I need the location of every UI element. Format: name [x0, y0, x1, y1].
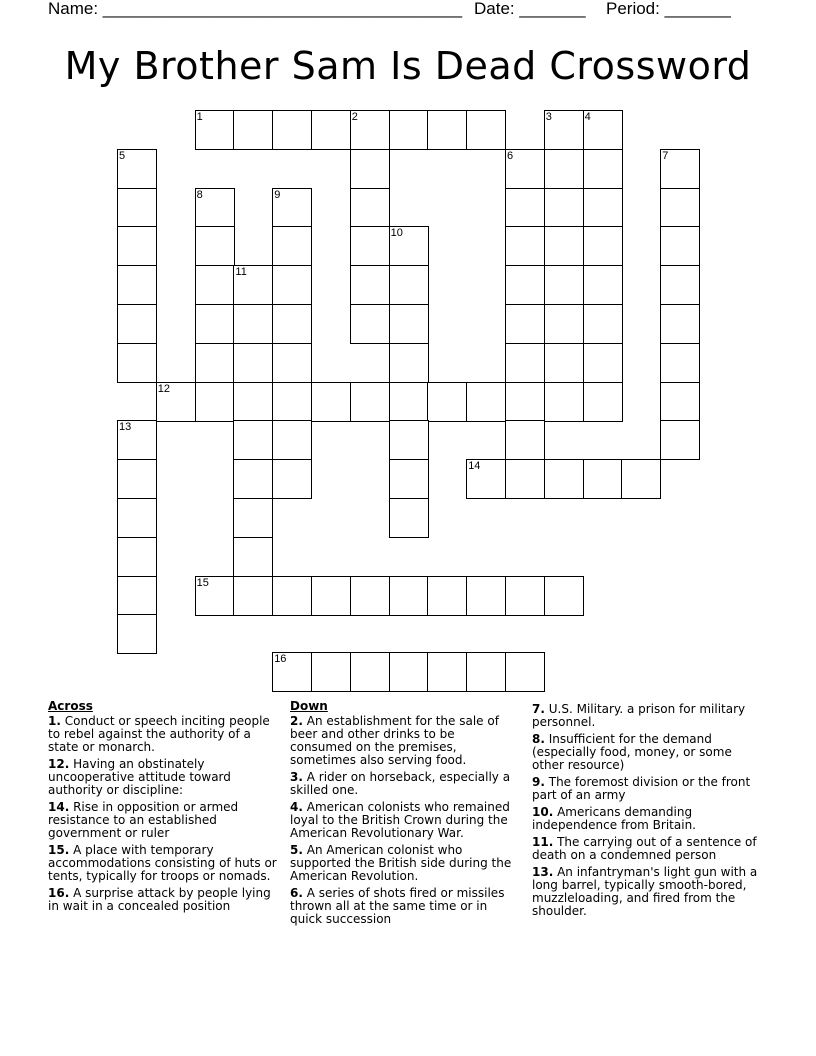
- clue-number: 11: [235, 266, 247, 279]
- clue-text: Having an obstinately uncooperative attitude toward authority or discipline:: [48, 757, 231, 797]
- clue-number: 11.: [532, 835, 554, 849]
- clue-number: 16: [274, 653, 287, 665]
- crossword-cell[interactable]: [117, 537, 157, 577]
- clue-number: 15.: [48, 843, 70, 857]
- clue-number: 5: [119, 149, 126, 162]
- crossword-cell[interactable]: [583, 149, 623, 189]
- crossword-cell[interactable]: [272, 304, 312, 344]
- crossword-cell[interactable]: [544, 149, 584, 189]
- crossword-cell[interactable]: [117, 226, 157, 266]
- clue-number: 12.: [48, 757, 70, 771]
- crossword-cell[interactable]: [233, 498, 273, 538]
- clue-number: 7: [662, 149, 669, 162]
- clue-number: 9.: [532, 775, 545, 789]
- crossword-cell[interactable]: [660, 382, 700, 422]
- crossword-cell[interactable]: [233, 420, 273, 460]
- clue-number: 13: [119, 421, 132, 434]
- crossword-cell[interactable]: [272, 576, 312, 616]
- clue-item: [532, 806, 764, 832]
- clue-item: [48, 715, 280, 754]
- clue-item: [532, 836, 764, 862]
- clue-number: 2.: [290, 714, 303, 728]
- clue-number: 12: [157, 382, 171, 395]
- clue-item: [290, 844, 520, 883]
- crossword-cell[interactable]: [660, 149, 700, 189]
- down-clues: [290, 700, 520, 930]
- crossword-cell[interactable]: [466, 652, 506, 692]
- crossword-cell[interactable]: [233, 304, 273, 344]
- crossword-cell[interactable]: [272, 188, 312, 228]
- crossword-cell[interactable]: [583, 188, 623, 228]
- crossword-cell[interactable]: [195, 576, 235, 616]
- crossword-cell[interactable]: [272, 459, 312, 499]
- clue-text: U.S. Military. a prison for military personnel.: [532, 702, 746, 729]
- clue-text: An American colonist who supported the British side during the American Revolution.: [290, 843, 512, 883]
- clue-item: [532, 866, 764, 918]
- crossword-cell[interactable]: [311, 110, 351, 150]
- crossword-cell[interactable]: [389, 420, 429, 460]
- crossword-cell[interactable]: [660, 343, 700, 383]
- clue-text: A surprise attack by people lying in wait in a concealed position: [48, 886, 271, 913]
- date-field-label[interactable]: Date: _______: [474, 0, 586, 18]
- clue-text: An infantryman's light gun with a long barrel, typically smooth-bored, muzzleloading, and fired from the shoulder.: [532, 865, 758, 918]
- crossword-cell[interactable]: [583, 304, 623, 344]
- crossword-cell[interactable]: [195, 265, 235, 305]
- crossword-cell[interactable]: [233, 537, 273, 577]
- crossword-cell[interactable]: [544, 343, 584, 383]
- crossword-cell[interactable]: [505, 343, 545, 383]
- crossword-cell[interactable]: [389, 652, 429, 692]
- crossword-cell[interactable]: [233, 343, 273, 383]
- clue-number: 6.: [290, 886, 303, 900]
- crossword-cell[interactable]: [233, 265, 273, 305]
- crossword-cell[interactable]: [427, 652, 467, 692]
- clue-item: [532, 703, 764, 729]
- clue-text: Americans demanding independence from Britain.: [532, 805, 696, 832]
- crossword-cell[interactable]: [195, 382, 235, 422]
- clue-number: 10.: [532, 805, 554, 819]
- crossword-cell[interactable]: [427, 382, 467, 422]
- clue-item: [48, 844, 280, 883]
- crossword-cell[interactable]: [272, 420, 312, 460]
- crossword-cell[interactable]: [117, 343, 157, 383]
- clue-number: 5.: [290, 843, 303, 857]
- crossword-cell[interactable]: [427, 110, 467, 150]
- crossword-cell[interactable]: [117, 459, 157, 499]
- crossword-cell[interactable]: [350, 110, 390, 150]
- crossword-cell[interactable]: [195, 343, 235, 383]
- crossword-cell[interactable]: [389, 459, 429, 499]
- clue-item: [532, 733, 764, 772]
- clue-item: [48, 801, 280, 840]
- crossword-cell[interactable]: [350, 149, 390, 189]
- crossword-cell[interactable]: [117, 576, 157, 616]
- crossword-cell[interactable]: [117, 614, 157, 654]
- clue-text: American colonists who remained loyal to the British Crown during the American Revolutionary War.: [290, 800, 510, 840]
- crossword-cell[interactable]: [117, 498, 157, 538]
- clue-text: Conduct or speech inciting people to rebel against the authority of a state or monarch.: [48, 714, 270, 754]
- crossword-cell[interactable]: [660, 304, 700, 344]
- crossword-cell[interactable]: [195, 188, 235, 228]
- crossword-cell[interactable]: [389, 343, 429, 383]
- page-title: My Brother Sam Is Dead Crossword: [64, 44, 752, 88]
- crossword-cell[interactable]: [466, 576, 506, 616]
- across-clues: [48, 700, 280, 917]
- clue-text: A series of shots fired or missiles thrown all at the same time or in quick succession: [290, 886, 505, 926]
- crossword-cell[interactable]: [311, 576, 351, 616]
- crossword-cell[interactable]: [466, 382, 506, 422]
- clue-item: [290, 771, 520, 797]
- clue-item: [48, 758, 280, 797]
- crossword-cell[interactable]: [466, 459, 506, 499]
- crossword-cell[interactable]: [350, 382, 390, 422]
- crossword-cell[interactable]: [117, 265, 157, 305]
- crossword-cell[interactable]: [505, 459, 545, 499]
- clue-number: 14.: [48, 800, 70, 814]
- crossword-cell[interactable]: [505, 265, 545, 305]
- crossword-cell[interactable]: [272, 652, 312, 692]
- down-heading: Down: [290, 699, 328, 713]
- clue-number: 4.: [290, 800, 303, 814]
- clue-number: 9: [274, 188, 281, 201]
- clue-number: 7.: [532, 702, 545, 716]
- crossword-cell[interactable]: [195, 110, 235, 150]
- crossword-cell[interactable]: [544, 110, 584, 150]
- name-field-label[interactable]: Name: ______________________________________: [48, 0, 463, 18]
- crossword-cell[interactable]: [505, 188, 545, 228]
- clue-number: 2: [351, 111, 358, 123]
- crossword-cell[interactable]: [350, 304, 390, 344]
- crossword-cell[interactable]: [389, 265, 429, 305]
- crossword-cell[interactable]: [233, 382, 273, 422]
- crossword-cell[interactable]: [505, 420, 545, 460]
- clue-text: A rider on horseback, especially a skilled one.: [290, 770, 511, 797]
- clue-item: [290, 887, 520, 926]
- crossword-cell[interactable]: [117, 149, 157, 189]
- crossword-cell[interactable]: [195, 226, 235, 266]
- crossword-cell[interactable]: [505, 652, 545, 692]
- crossword-cell[interactable]: [505, 382, 545, 422]
- crossword-cell[interactable]: [544, 459, 584, 499]
- crossword-cell[interactable]: [583, 265, 623, 305]
- crossword-cell[interactable]: [544, 265, 584, 305]
- crossword-cell[interactable]: [272, 110, 312, 150]
- crossword-cell[interactable]: [505, 149, 545, 189]
- clue-item: [48, 887, 280, 913]
- crossword-cell[interactable]: [505, 576, 545, 616]
- crossword-cell[interactable]: [350, 576, 390, 616]
- crossword-cell[interactable]: [583, 459, 623, 499]
- crossword-cell[interactable]: [544, 188, 584, 228]
- crossword-cell[interactable]: [583, 226, 623, 266]
- clue-text: The foremost division or the front part of an army: [532, 775, 751, 802]
- crossword-cell[interactable]: [117, 420, 157, 460]
- crossword-cell[interactable]: [272, 226, 312, 266]
- crossword-cell[interactable]: [660, 420, 700, 460]
- crossword-cell[interactable]: [505, 304, 545, 344]
- clue-number: 3: [545, 111, 552, 123]
- crossword-cell[interactable]: [233, 110, 273, 150]
- clue-number: 1.: [48, 714, 61, 728]
- crossword-cell[interactable]: [156, 382, 196, 422]
- crossword-cell[interactable]: [195, 304, 235, 344]
- crossword-cell[interactable]: [583, 382, 623, 422]
- clue-number: 8.: [532, 732, 545, 746]
- crossword-cell[interactable]: [389, 110, 429, 150]
- clue-number: 1: [196, 111, 203, 123]
- crossword-cell[interactable]: [544, 226, 584, 266]
- clue-text: The carrying out of a sentence of death on a condemned person: [532, 835, 757, 862]
- crossword-cell[interactable]: [544, 382, 584, 422]
- crossword-cell[interactable]: [466, 110, 506, 150]
- crossword-cell[interactable]: [505, 226, 545, 266]
- clue-number: 3.: [290, 770, 303, 784]
- clue-number: 15: [196, 576, 209, 589]
- across-heading: Across: [48, 699, 93, 713]
- crossword-cell[interactable]: [389, 498, 429, 538]
- crossword-cell[interactable]: [272, 265, 312, 305]
- crossword-cell[interactable]: [389, 576, 429, 616]
- clue-item: [532, 776, 764, 802]
- crossword-cell[interactable]: [350, 652, 390, 692]
- clue-text: An establishment for the sale of beer and other drinks to be consumed on the premises, sometimes also serving food.: [290, 714, 499, 767]
- clue-number: 13.: [532, 865, 554, 879]
- crossword-cell[interactable]: [233, 576, 273, 616]
- crossword-cell[interactable]: [350, 265, 390, 305]
- crossword-cell[interactable]: [389, 226, 429, 266]
- crossword-cell[interactable]: [272, 343, 312, 383]
- crossword-cell[interactable]: [272, 382, 312, 422]
- crossword-cell[interactable]: [311, 382, 351, 422]
- clue-text: A place with temporary accommodations consisting of huts or tents, typically for troops or nomads.: [48, 843, 277, 883]
- clue-number: 16.: [48, 886, 70, 900]
- clue-number: 6: [507, 149, 514, 162]
- crossword-cell[interactable]: [311, 652, 351, 692]
- crossword-cell[interactable]: [117, 304, 157, 344]
- crossword-cell[interactable]: [621, 459, 661, 499]
- clue-text: Insufficient for the demand (especially food, money, or some other resource): [532, 732, 732, 772]
- crossword-cell[interactable]: [389, 304, 429, 344]
- clue-number: 4: [584, 111, 591, 123]
- crossword-cell[interactable]: [544, 576, 584, 616]
- crossword-cell[interactable]: [350, 188, 390, 228]
- crossword-cell[interactable]: [117, 188, 157, 228]
- crossword-cell[interactable]: [544, 304, 584, 344]
- clue-text: Rise in opposition or armed resistance to an established government or ruler: [48, 800, 239, 840]
- crossword-cell[interactable]: [233, 459, 273, 499]
- clue-item: [290, 801, 520, 840]
- crossword-cell[interactable]: [350, 226, 390, 266]
- period-field-label[interactable]: Period: _______: [606, 0, 731, 18]
- crossword-cell[interactable]: [583, 343, 623, 383]
- crossword-cell[interactable]: [583, 110, 623, 150]
- crossword-cell[interactable]: [389, 382, 429, 422]
- crossword-cell[interactable]: [660, 265, 700, 305]
- clue-number: 14: [468, 460, 481, 473]
- crossword-cell[interactable]: [660, 226, 700, 266]
- down-clues-continued: [532, 703, 764, 922]
- clue-item: [290, 715, 520, 767]
- crossword-cell[interactable]: [427, 576, 467, 616]
- clue-number: 8: [196, 188, 203, 201]
- clue-number: 10: [390, 227, 403, 240]
- crossword-cell[interactable]: [660, 188, 700, 228]
